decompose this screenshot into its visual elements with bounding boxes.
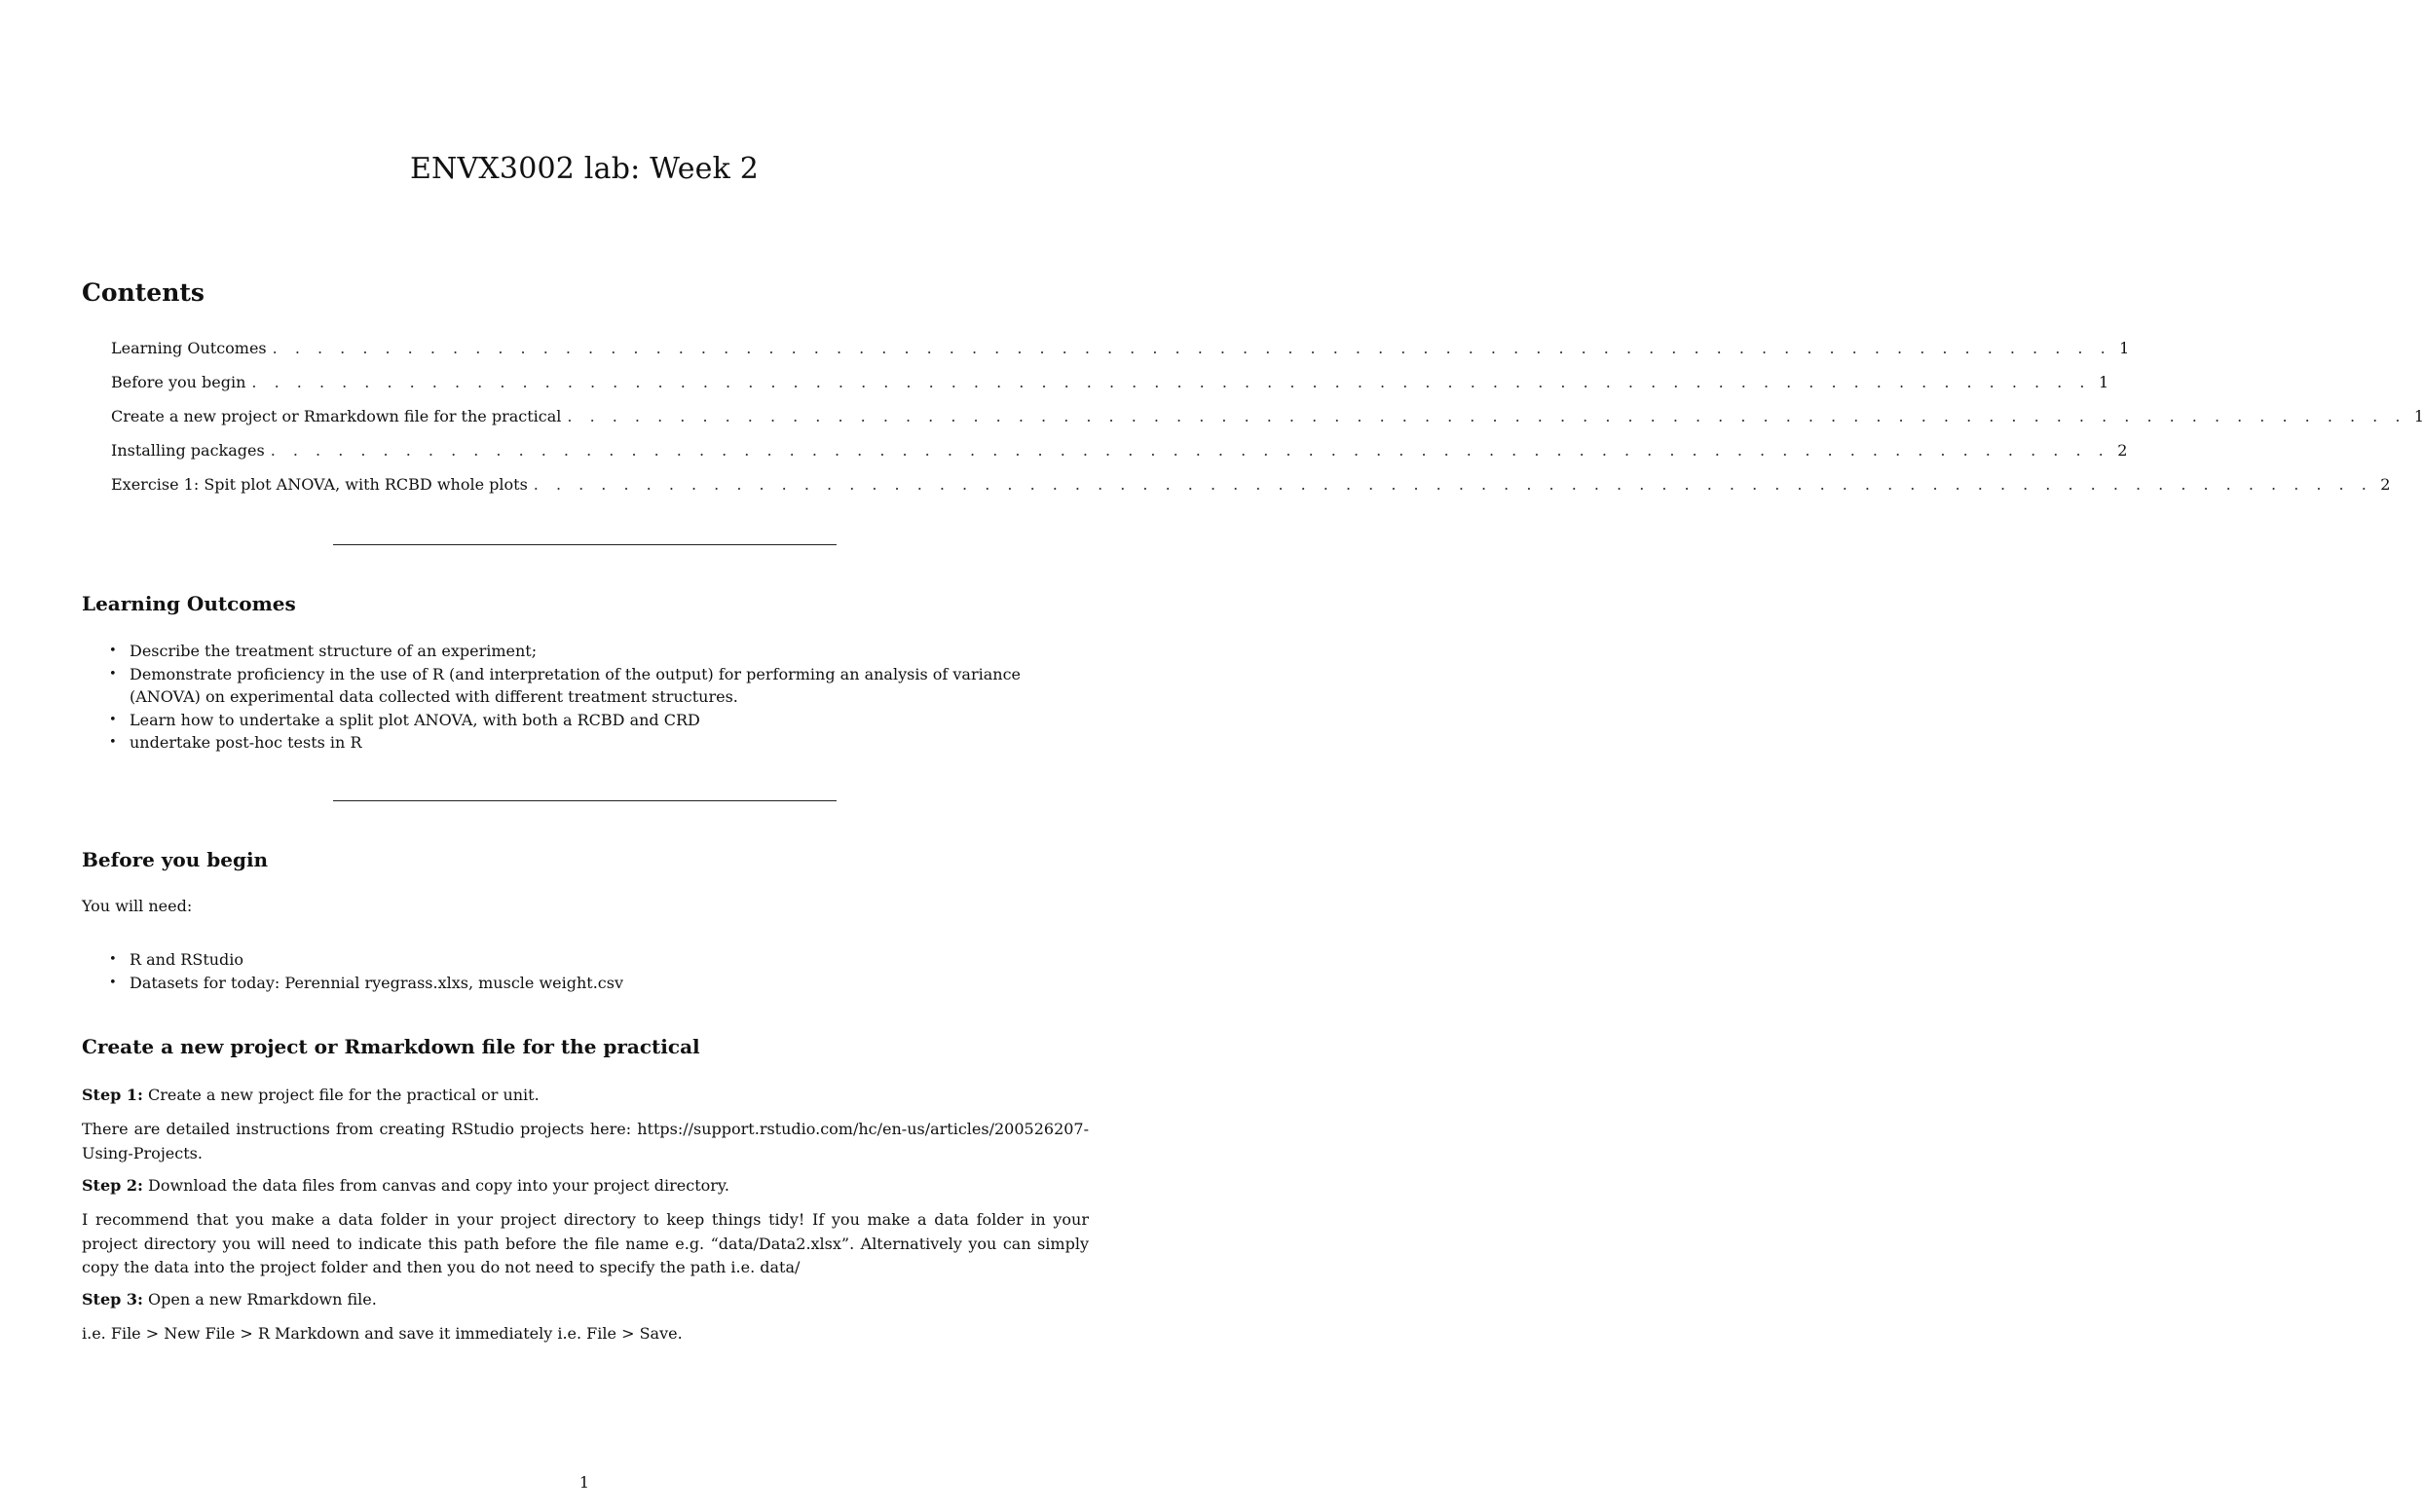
toc-leader-dots: . . . . . . . . . . . . . . . . . . . . . . . . . . . . . . . . . . . . . . . . . . . . . . . . . . . . . . . . . . . . . . . . . . . . . . . . . . . . . . . . . . <box>533 475 2373 494</box>
contents-heading: Contents <box>82 278 205 307</box>
toc-entry-page: 1 <box>2098 373 2109 391</box>
toc-entry-label: Before you begin <box>111 373 246 391</box>
you-will-need-text: You will need: <box>82 897 193 915</box>
menu-path-paragraph: i.e. File > New File > R Markdown and save it immediately i.e. File > Save. <box>82 1324 683 1343</box>
toc-entry-before-you-begin[interactable] <box>111 373 2109 407</box>
step-1-paragraph <box>82 1084 1089 1108</box>
step-2-label: Step 2: <box>82 1176 143 1195</box>
toc-entry-exercise-1[interactable] <box>111 475 2391 509</box>
step-3-label: Step 3: <box>82 1290 143 1309</box>
toc-entry-page: 1 <box>2413 407 2424 425</box>
rstudio-projects-link[interactable]: https://support.rstudio.com/hc/en-us/articles/200526207-Using-Projects. <box>82 1120 1090 1162</box>
toc-entry-learning-outcomes[interactable] <box>111 339 2130 373</box>
step-1-label: Step 1: <box>82 1086 143 1104</box>
list-item: • Learn how to undertake a split plot ANOVA, with both a RCBD and CRD <box>82 709 1091 732</box>
toc-entry-label: Installing packages <box>111 441 265 460</box>
list-item: • Describe the treatment structure of an experiment; <box>82 640 1091 663</box>
learning-outcomes-list <box>82 640 1091 755</box>
learning-outcomes-heading: Learning Outcomes <box>82 592 296 615</box>
toc-entry-label: Create a new project or Rmarkdown file for the practical <box>111 407 562 425</box>
list-item: • R and RStudio <box>82 948 1091 972</box>
table-of-contents <box>111 339 2424 509</box>
toc-entry-label: Exercise 1: Spit plot ANOVA, with RCBD whole plots <box>111 475 528 494</box>
toc-leader-dots: . . . . . . . . . . . . . . . . . . . . . . . . . . . . . . . . . . . . . . . . . . . . . . . . . . . . . . . . . . . . . . . . . . . . . . . . . . . . . . . . . . <box>270 441 2110 460</box>
before-you-begin-heading: Before you begin <box>82 848 269 871</box>
document-title: ENVX3002 lab: Week 2 <box>409 152 760 186</box>
section-divider <box>333 800 837 801</box>
step-2-paragraph <box>82 1174 1089 1199</box>
toc-entry-create-project[interactable] <box>111 407 2424 441</box>
toc-entry-page: 2 <box>2117 441 2128 460</box>
step-3-text: Open a new Rmarkdown file. <box>148 1290 377 1309</box>
toc-entry-page: 1 <box>2119 339 2130 357</box>
step-2-text: Download the data files from canvas and copy into your project directory. <box>148 1176 729 1195</box>
toc-leader-dots: . . . . . . . . . . . . . . . . . . . . . . . . . . . . . . . . . . . . . . . . . . . . . . . . . . . . . . . . . . . . . . . . . . . . . . . . . . . . . . . . . . <box>251 373 2091 391</box>
data-folder-paragraph: I recommend that you make a data folder in your project directory to keep things tidy! If you make a data folder in your project directory you will need to indicate this path before the file name e.g. “data/Data2.xlsx”. Alternatively you can simply copy the data into the project folder and then you do not need to specify the path i.e. data/ <box>82 1210 1089 1276</box>
section-divider <box>333 544 837 545</box>
list-item: • undertake post-hoc tests in R <box>82 731 1091 755</box>
toc-entry-page: 2 <box>2380 475 2391 494</box>
requirements-list <box>82 948 1091 994</box>
instructions-text: There are detailed instructions from creating RStudio projects here: <box>82 1120 632 1138</box>
toc-leader-dots: . . . . . . . . . . . . . . . . . . . . . . . . . . . . . . . . . . . . . . . . . . . . . . . . . . . . . . . . . . . . . . . . . . . . . . . . . . . . . . . . . . <box>567 407 2406 425</box>
list-item: • Datasets for today: Perennial ryegrass.xlxs, muscle weight.csv <box>82 972 1091 995</box>
toc-entry-label: Learning Outcomes <box>111 339 267 357</box>
list-item: • Demonstrate proficiency in the use of R (and interpretation of the output) for performing an analysis of variance (ANOVA) on experimental data collected with different treatment structures. <box>82 663 1091 709</box>
toc-entry-installing-packages[interactable] <box>111 441 2128 475</box>
step-3-paragraph <box>82 1288 1089 1312</box>
instructions-paragraph <box>82 1118 1089 1165</box>
toc-leader-dots: . . . . . . . . . . . . . . . . . . . . . . . . . . . . . . . . . . . . . . . . . . . . . . . . . . . . . . . . . . . . . . . . . . . . . . . . . . . . . . . . . . <box>272 339 2112 357</box>
step-1-text: Create a new project file for the practical or unit. <box>148 1086 540 1104</box>
page-number: 1 <box>578 1473 590 1492</box>
create-project-heading: Create a new project or Rmarkdown file for the practical <box>82 1035 700 1058</box>
